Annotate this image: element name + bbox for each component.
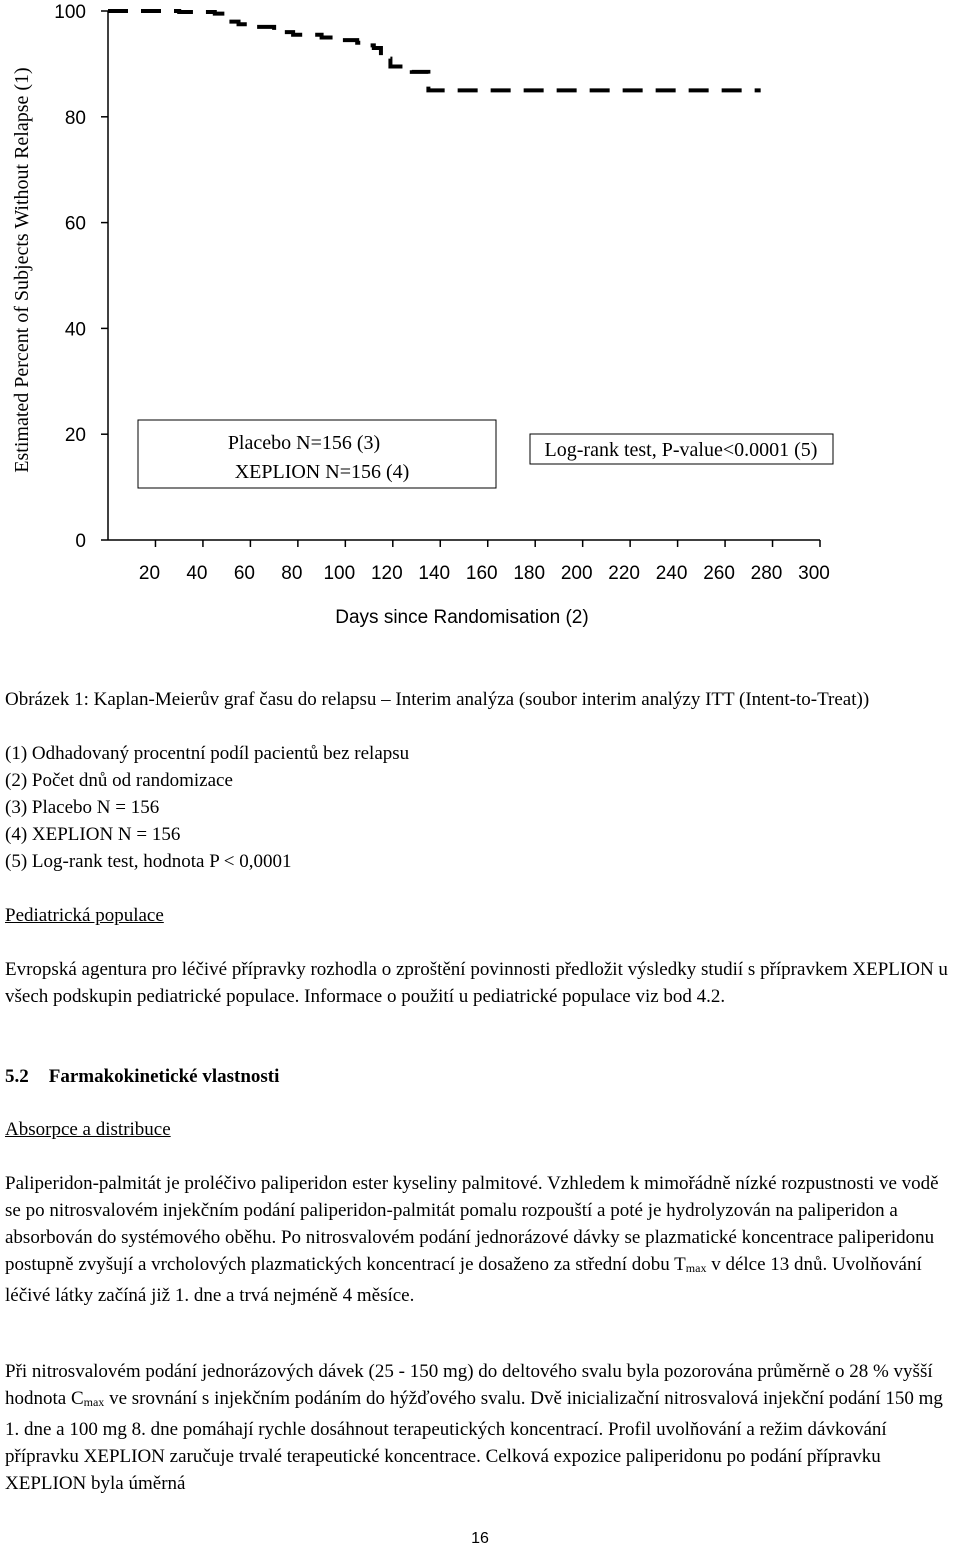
x-tick-label: 300 xyxy=(798,563,830,584)
y-axis-label: Estimated Percent of Subjects Without Relapse (1) xyxy=(11,67,33,473)
legend-entry-xeplion: XEPLION N=156 (4) xyxy=(234,461,410,483)
caption-note-4: (4) XEPLION N = 156 xyxy=(5,824,181,845)
p2-subscript: max xyxy=(83,1395,105,1409)
section-number: 5.2 xyxy=(5,1066,29,1087)
y-tick-label: 60 xyxy=(64,213,86,235)
p1-text-a: Paliperidon-palmitát je proléčivo paliperidon ester kyseliny palmitové. Vzhledem k mimořádně nízké rozpustnosti ve vodě se po nitrosvalovém injekčním podání paliperidon-palmitát pomalu rozpouští a poté je hydrolyzován na paliperidon a absorbován do systémového oběhu. Po nitrosvalovém podání jednorázové dávky se plazmatické koncentrace paliperidonu postupně zvyšují a vrcholových plazmatických koncentrací je dosaženo za střední dobu T xyxy=(5,1173,939,1275)
p1-subscript: max xyxy=(685,1261,707,1275)
section-title: Farmakokinetické vlastnosti xyxy=(48,1066,280,1087)
y-tick-label: 40 xyxy=(64,319,86,341)
p2-text-b: ve srovnání s injekčním podáním do hýžďového svalu. Dvě inicializační nitrosvalová injekční podání 150 mg 1. dne a 100 mg 8. dne pomáhají rychle dosáhnout terapeutických koncentrací. Profil uvolňování a režim dávkování přípravku XEPLION zaručuje trvalé terapeutické koncentrace. Celková expozice paliperidonu po podání přípravku XEPLION byla úměrná xyxy=(5,1388,943,1494)
x-tick-label: 160 xyxy=(465,563,498,584)
caption-note-5: (5) Log-rank test, hodnota P < 0,0001 xyxy=(5,851,292,872)
x-tick-label: 220 xyxy=(608,563,640,584)
x-tick-label: 200 xyxy=(560,563,593,584)
absorption-paragraph-2 xyxy=(5,1358,955,1497)
x-tick-label: 180 xyxy=(513,563,546,584)
y-tick-label: 20 xyxy=(64,425,86,447)
page-number: 16 xyxy=(471,1530,489,1547)
figure-caption-title: Obrázek 1: Kaplan-Meierův graf času do relapsu – Interim analýza (soubor interim analýzy ITT (Intent-to-Treat)) xyxy=(5,689,870,710)
x-tick-label: 100 xyxy=(323,563,356,584)
caption-note-1: (1) Odhadovaný procentní podíl pacientů bez relapsu xyxy=(5,743,410,764)
p1-text-b: v délce 13 dnů. Uvolňování léčivé látky začíná již 1. dne a trvá nejméně 4 měsíce. xyxy=(5,1254,922,1306)
caption-note-2: (2) Počet dnů od randomizace xyxy=(5,770,233,791)
x-tick-label: 280 xyxy=(750,563,783,584)
x-tick-label: 40 xyxy=(186,563,208,584)
x-tick-label: 240 xyxy=(655,563,688,584)
legend-entry-placebo: Placebo N=156 (3) xyxy=(227,432,381,454)
placebo-survival-line xyxy=(108,11,761,90)
x-tick-label: 20 xyxy=(138,563,161,584)
y-tick-label: 100 xyxy=(54,2,86,23)
x-tick-label: 60 xyxy=(233,563,255,584)
log-rank-annotation: Log-rank test, P-value<0.0001 (5) xyxy=(544,439,818,461)
section-heading xyxy=(5,1063,955,1090)
caption-note-3: (3) Placebo N = 156 xyxy=(5,797,160,818)
pediatric-heading: Pediatrická populace xyxy=(5,905,164,926)
y-tick-label: 0 xyxy=(75,531,86,552)
pediatric-paragraph: Evropská agentura pro léčivé přípravky rozhodla o zproštění povinnosti předložit výsledky studií s přípravkem XEPLION u všech podskupin pediatrické populace. Informace o použití u pediatrické populace viz bod 4.2. xyxy=(5,959,948,1007)
x-tick-label: 140 xyxy=(418,563,451,584)
x-tick-label: 260 xyxy=(703,563,735,584)
x-axis-label: Days since Randomisation (2) xyxy=(335,607,589,628)
x-tick-label: 80 xyxy=(281,563,303,584)
x-tick-label: 120 xyxy=(370,563,403,584)
absorption-heading: Absorpce a distribuce xyxy=(5,1119,171,1140)
absorption-paragraph-1 xyxy=(5,1170,955,1309)
y-tick-label: 80 xyxy=(64,107,86,129)
p2-text-a: Při nitrosvalovém podání jednorázových dávek (25 - 150 mg) do deltového svalu byla pozorována průměrně o 28 % vyšší hodnota C xyxy=(5,1361,933,1409)
kaplan-meier-chart xyxy=(0,0,960,640)
